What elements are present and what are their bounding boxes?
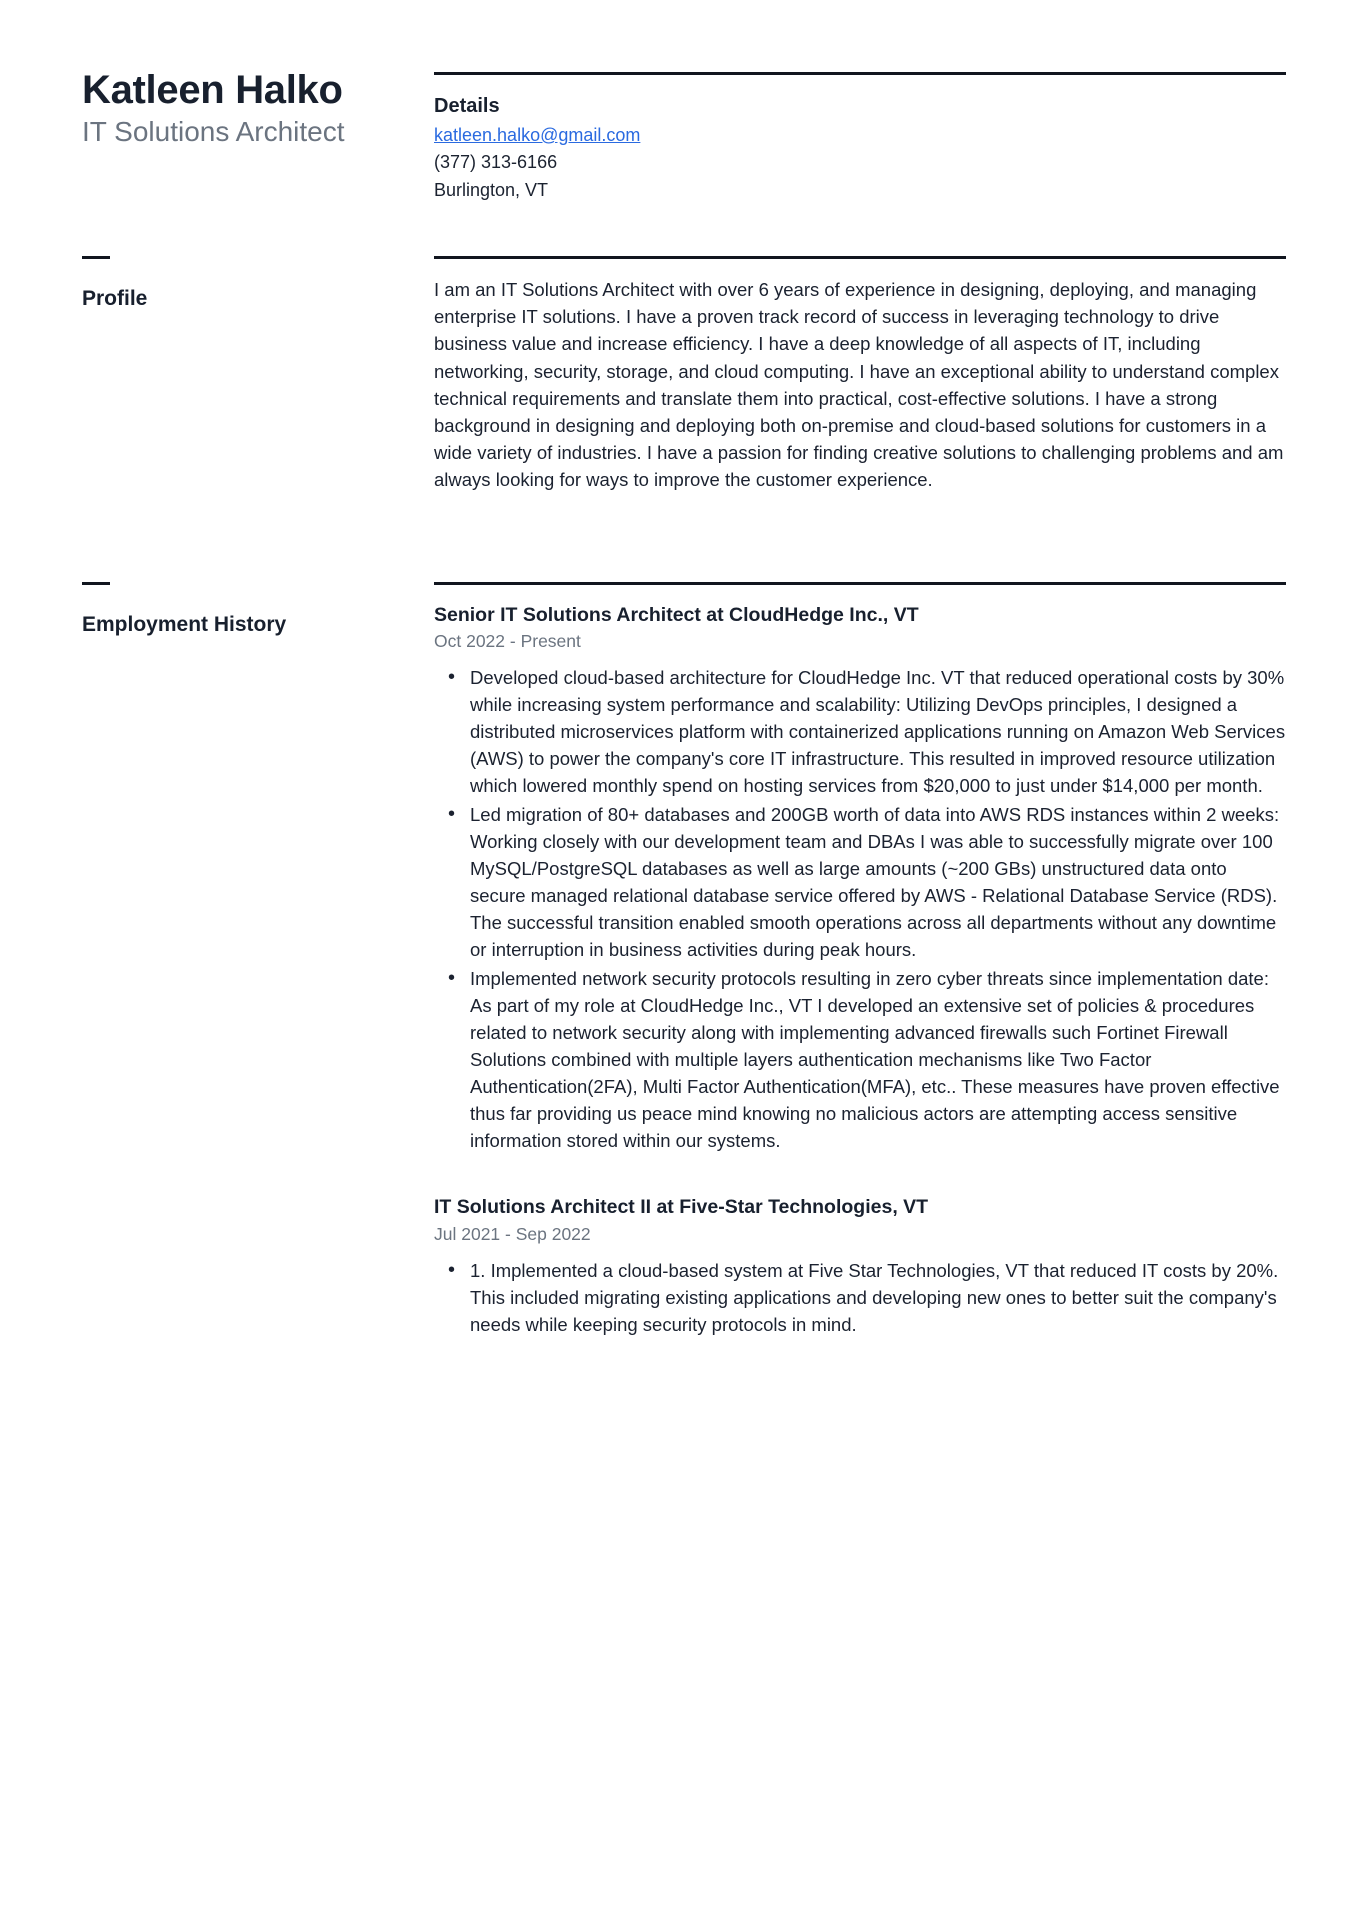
header-subtitle: IT Solutions Architect — [82, 115, 345, 147]
resume-header — [82, 58, 1286, 204]
profile-section — [82, 256, 1286, 494]
job-heading: IT Solutions Architect II at Five-Star Technologies, VT — [434, 1196, 929, 1219]
job-bullet-list — [434, 664, 1286, 1154]
job-bullet-list — [434, 1257, 1286, 1338]
details-heading: Details — [434, 95, 500, 117]
job-dates: Oct 2022 - Present — [434, 630, 581, 651]
job-bullet: • Implemented network security protocols resulting in zero cyber threats since implementation date: As part of my role at CloudHedge Inc., VT I developed an extensive set of policies & procedures related to network security along with implementing advanced firewalls such Fortinet Firewall Solutions combined with multiple layers authentication mechanisms like Two Factor Authentication(2FA), Multi Factor Authentication(MFA), etc.. These measures have proven effective thus far providing us peace mind knowing no malicious actors are attempting access sensitive information stored within our systems. — [468, 965, 1286, 1154]
profile-divider — [434, 256, 1286, 259]
employment-section — [82, 582, 1286, 1348]
job-bullet: • 1. Implemented a cloud-based system at Five Star Technologies, VT that reduced IT costs by 20%. This included migrating existing applications and developing new ones to better suit the company's needs while keeping security protocols in mind. — [468, 1257, 1286, 1338]
details-divider — [434, 72, 1286, 75]
employment-divider — [434, 582, 1286, 585]
profile-body — [434, 256, 1286, 494]
email-link[interactable]: katleen.halko@gmail.com — [434, 125, 641, 145]
job-heading: Senior IT Solutions Architect at CloudHedge Inc., VT — [434, 603, 919, 626]
profile-paragraph: I am an IT Solutions Architect with over 6 years of experience in designing, deploying, and managing enterprise IT solutions. I have a proven track record of success in leveraging technology to drive business value and increase efficiency. I have a deep knowledge of all aspects of IT, including networking, security, storage, and cloud computing. I have an exceptional ability to understand complex technical requirements and translate them into practical, cost-effective solutions. I have a strong background in designing and deploying both on-premise and cloud-based solutions for customers in a wide variety of industries. I have a passion for finding creative solutions to challenging problems and am always looking for ways to improve the customer experience. — [434, 279, 1284, 491]
location-text: Burlington, VT — [434, 179, 549, 200]
job-dates: Jul 2021 - Sep 2022 — [434, 1223, 591, 1244]
phone-text: (377) 313-6166 — [434, 152, 558, 173]
page-title: Katleen Halko — [82, 68, 343, 112]
employment-aside-title: Employment History — [82, 612, 287, 636]
job-entry — [434, 1194, 1286, 1338]
job-entry — [434, 602, 1286, 1155]
employment-dash-marker — [82, 582, 110, 585]
profile-aside — [82, 256, 434, 312]
job-bullet: • Led migration of 80+ databases and 200GB worth of data into AWS RDS instances within 2 weeks: Working closely with our development team and DBAs I was able to successfully migrate over 100 MySQL/PostgreSQL databases as well as large amounts (~200 GBs) unstructured data onto secure managed relational database service offered by AWS - Relational Database Service (RDS). The successful transition enabled smooth operations across all departments without any downtime or interruption in business activities during peak hours. — [468, 801, 1286, 963]
header-identity — [82, 58, 434, 148]
job-bullet: • Developed cloud-based architecture for CloudHedge Inc. VT that reduced operational costs by 30% while increasing system performance and scalability: Utilizing DevOps principles, I designed a distributed microservices platform with containerized applications running on Amazon Web Services (AWS) to power the company's core IT infrastructure. This resulted in improved resource utilization which lowered monthly spend on hosting services from $20,000 to just under $14,000 per month. — [468, 664, 1286, 799]
jobs-list — [434, 602, 1286, 1338]
employment-aside — [82, 582, 434, 638]
employment-body — [434, 582, 1286, 1348]
details-section — [434, 58, 1286, 204]
profile-aside-title: Profile — [82, 287, 148, 311]
details-email-row — [434, 122, 1286, 149]
profile-dash-marker — [82, 256, 110, 259]
